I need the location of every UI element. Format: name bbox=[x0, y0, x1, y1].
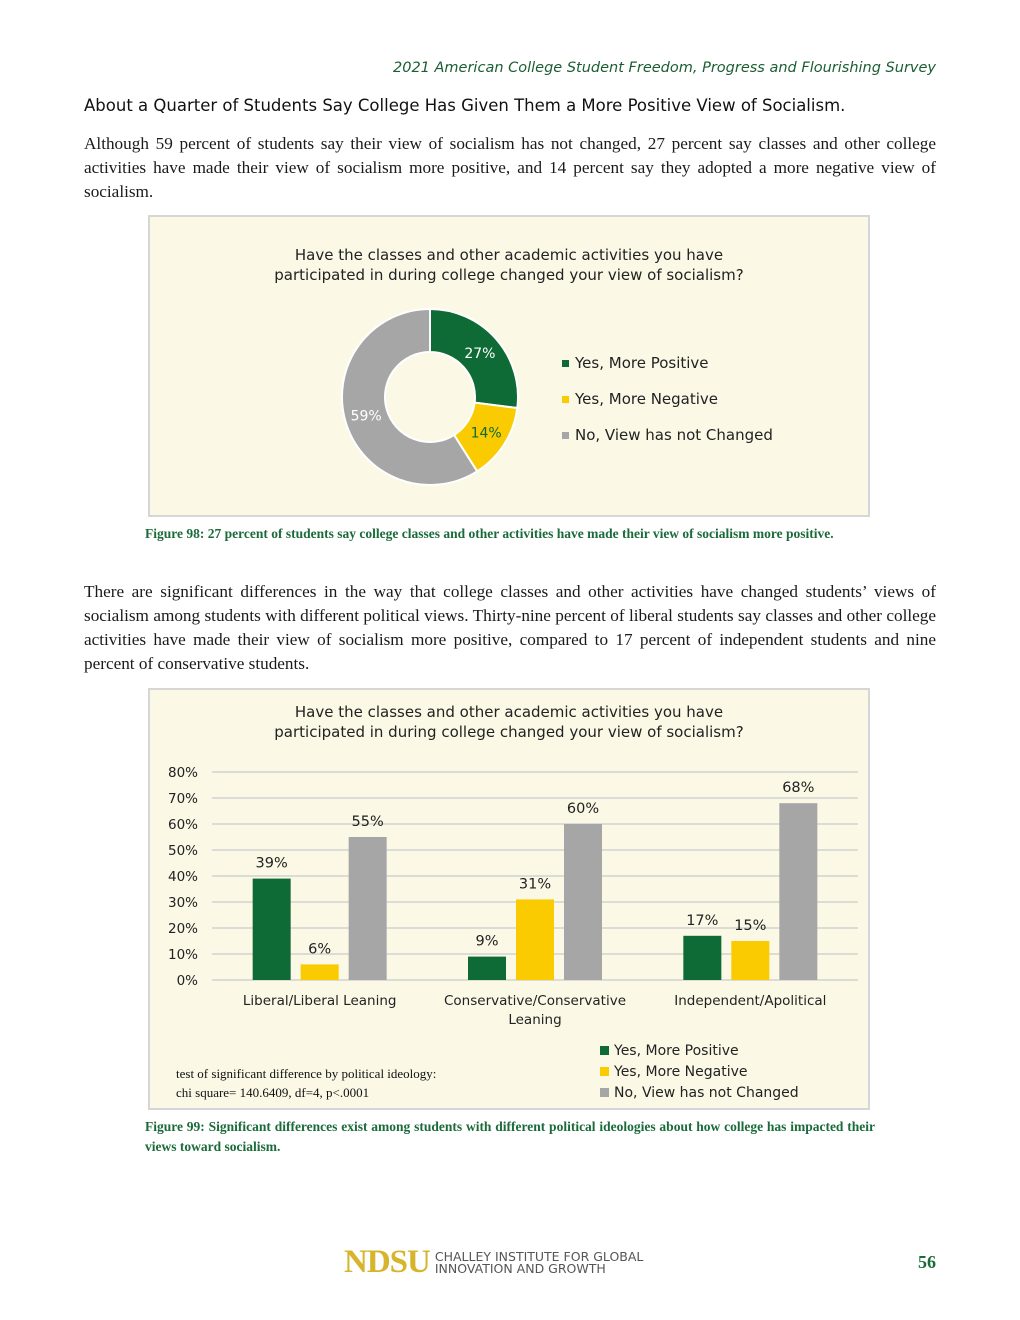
institute-line2: INNOVATION AND GROWTH bbox=[434, 1260, 606, 1276]
bar-legend bbox=[600, 1040, 799, 1103]
bar-value-label: 55% bbox=[351, 814, 384, 830]
x-category-label: Liberal/Liberal Leaning bbox=[242, 993, 397, 1009]
section-heading: About a Quarter of Students Say College Has Given Them a More Positive View of Socialism. bbox=[84, 96, 846, 115]
bar-positive bbox=[253, 879, 291, 980]
bar-legend-item-unchanged bbox=[600, 1082, 799, 1103]
legend-item-negative bbox=[562, 381, 773, 417]
donut-label-unchanged: 59% bbox=[350, 408, 382, 425]
page-number: 56 bbox=[918, 1252, 936, 1272]
bar-value-label: 9% bbox=[475, 933, 499, 950]
bar-chart-svg bbox=[150, 690, 868, 1030]
donut-chart-title-line2: participated in during college changed your view of socialism? bbox=[274, 266, 744, 284]
bar-value-label: 39% bbox=[255, 855, 288, 872]
y-tick-label: 60% bbox=[167, 817, 198, 833]
y-tick-label: 70% bbox=[167, 791, 198, 807]
donut-chart-title-line1: Have the classes and other academic activities you have bbox=[294, 246, 724, 264]
paragraph-2: There are significant differences in the way that college classes and other activities have changed students’ views of socialism among students with different political views. Thirty-nine percent of liberal students say classes and other college activities have made their view of socialism more positive, compared to 17 percent of independent students and nine percent of conservative students. bbox=[84, 582, 936, 673]
chi-square-note-line1: test of significant difference by political ideology: bbox=[176, 1066, 437, 1081]
bar-legend-item-positive bbox=[600, 1040, 799, 1061]
bar-negative bbox=[731, 941, 769, 980]
x-category-label: Leaning bbox=[508, 1012, 562, 1028]
bar-value-label: 68% bbox=[782, 780, 815, 797]
bar-chart-title-line2: participated in during college changed your view of socialism? bbox=[274, 723, 744, 741]
donut-chart-svg bbox=[330, 297, 530, 497]
paragraph-1: Although 59 percent of students say their view of socialism has not changed, 27 percent say classes and other college activities have made their view of socialism more positive, and 14 percent say they adopted a more negative view of socialism. bbox=[84, 134, 936, 201]
donut-label-negative: 14% bbox=[470, 425, 502, 442]
figure-98-donut-chart bbox=[148, 215, 870, 517]
bar-legend-swatch-unchanged bbox=[600, 1088, 609, 1097]
x-category-label: Independent/Apolitical bbox=[674, 993, 827, 1009]
bar-chart-title-line1: Have the classes and other academic activities you have bbox=[294, 703, 724, 721]
bar-legend-label-negative: Yes, More Negative bbox=[614, 1063, 748, 1080]
legend-item-unchanged bbox=[562, 417, 773, 453]
bar-legend-swatch-negative bbox=[600, 1067, 609, 1076]
bar-positive bbox=[683, 936, 721, 980]
figure-99-caption: Figure 99: Significant differences exist among students with different political ideologies about how college has impacted their views toward socialism. bbox=[145, 1119, 875, 1154]
y-tick-label: 20% bbox=[167, 921, 198, 937]
bar-unchanged bbox=[564, 824, 602, 980]
bar-value-label: 60% bbox=[566, 801, 600, 817]
chi-square-note bbox=[176, 1064, 436, 1102]
bar-value-label: 17% bbox=[686, 912, 719, 929]
bar-unchanged bbox=[779, 803, 817, 980]
x-category-label: Conservative/Conservative bbox=[443, 993, 627, 1009]
ndsu-logo: NDSU bbox=[344, 1244, 430, 1280]
bar-legend-label-positive: Yes, More Positive bbox=[614, 1042, 739, 1059]
figure-99-bar-chart bbox=[148, 688, 870, 1110]
bar-positive bbox=[468, 957, 506, 980]
institute-name bbox=[434, 1248, 644, 1276]
y-tick-label: 80% bbox=[167, 765, 198, 781]
legend-label-negative: Yes, More Negative bbox=[575, 390, 719, 408]
y-tick-label: 0% bbox=[176, 973, 198, 989]
running-header: 2021 American College Student Freedom, Progress and Flourishing Survey bbox=[393, 60, 936, 76]
legend-item-positive bbox=[562, 345, 773, 381]
bar-legend-label-unchanged: No, View has not Changed bbox=[614, 1084, 799, 1101]
footer-logo bbox=[344, 1244, 643, 1281]
bar-negative bbox=[301, 964, 339, 980]
bar-unchanged bbox=[349, 837, 387, 980]
legend-swatch-negative bbox=[562, 396, 569, 403]
institute-line1: CHALLEY INSTITUTE FOR GLOBAL bbox=[434, 1248, 644, 1264]
legend-label-positive: Yes, More Positive bbox=[575, 354, 709, 372]
figure-98-caption: Figure 98: 27 percent of students say college classes and other activities have made their view of socialism more positive. bbox=[145, 526, 834, 541]
legend-swatch-positive bbox=[562, 360, 569, 367]
y-tick-label: 30% bbox=[167, 895, 198, 911]
y-tick-label: 50% bbox=[167, 843, 198, 859]
bar-value-label: 31% bbox=[518, 876, 552, 893]
chi-square-note-line2: chi square= 140.6409, df=4, p<.0001 bbox=[176, 1085, 370, 1100]
bar-negative bbox=[516, 899, 554, 980]
y-tick-label: 40% bbox=[167, 869, 198, 885]
bar-legend-swatch-positive bbox=[600, 1046, 609, 1055]
donut-label-positive: 27% bbox=[464, 346, 496, 363]
bar-legend-item-negative bbox=[600, 1061, 799, 1082]
legend-swatch-unchanged bbox=[562, 432, 569, 439]
bar-value-label: 15% bbox=[734, 918, 767, 934]
bar-value-label: 6% bbox=[308, 941, 332, 958]
y-tick-label: 10% bbox=[167, 947, 198, 963]
legend-label-unchanged: No, View has not Changed bbox=[575, 426, 773, 444]
donut-legend bbox=[562, 345, 773, 453]
